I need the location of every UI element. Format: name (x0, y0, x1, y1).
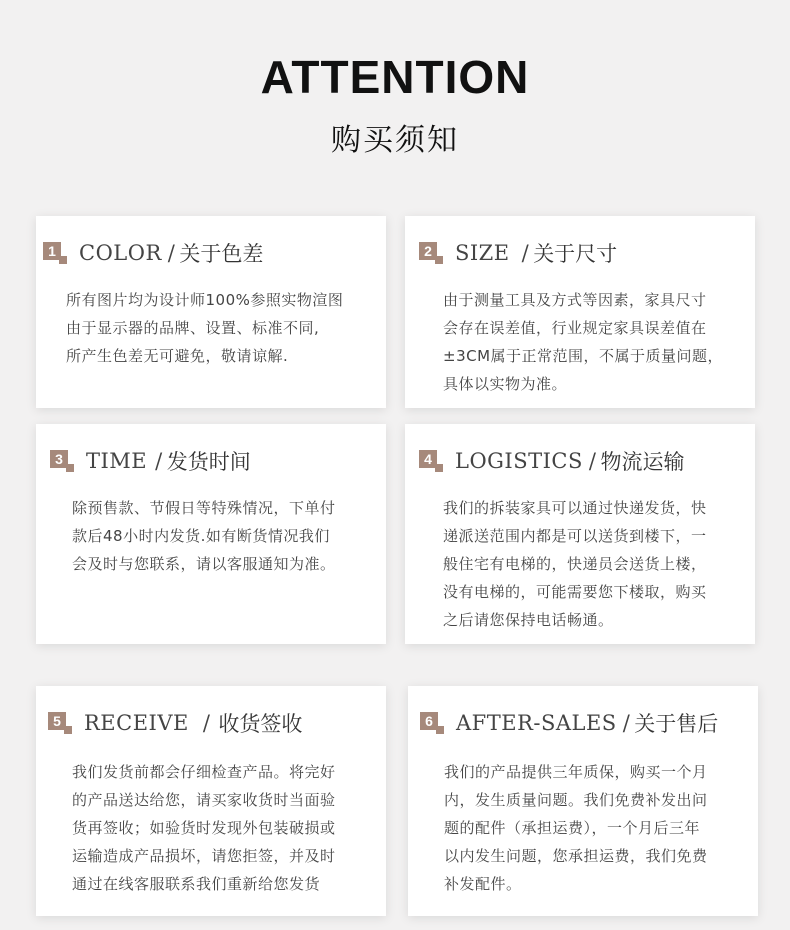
page-title: ATTENTION (260, 51, 530, 103)
card-title-en: LOGISTICS (455, 449, 583, 473)
card-body-line: 通过在线客服联系我们重新给您发货 (72, 875, 321, 893)
card-body-line: 以内发生问题，您承担运费，我们免费 (444, 847, 708, 865)
number-badge: 3 (50, 450, 72, 472)
card-title-separator: / (202, 711, 211, 735)
card-body (72, 758, 336, 898)
card-body-line: 具体以实物为准。 (443, 375, 568, 393)
card-heading (420, 708, 718, 738)
card-body-line: 般住宅有电梯的，快递员会送货上楼， (443, 555, 707, 573)
card-heading (50, 446, 251, 476)
info-card-logistics (405, 424, 755, 644)
card-title-separator: / (622, 711, 631, 735)
number-badge: 6 (420, 712, 442, 734)
card-title-en: AFTER-SALES (456, 711, 617, 735)
card-body-line: 由于测量工具及方式等因素，家具尺寸 (443, 291, 707, 309)
info-card-after-sales (408, 686, 758, 916)
number-badge: 4 (419, 450, 441, 472)
number-badge: 5 (48, 712, 70, 734)
card-body (443, 494, 707, 634)
card-body-line: 递派送范围内都是可以送货到楼下，一 (443, 527, 707, 545)
card-body (66, 286, 343, 370)
card-body-line: 所有图片均为设计师100%参照实物渲图 (66, 291, 344, 309)
card-body-line: 会及时与您联系，请以客服通知为准。 (72, 555, 336, 573)
card-title-separator: / (588, 449, 597, 473)
card-title-cn: 关于售后 (634, 712, 719, 736)
card-heading (43, 238, 263, 268)
number-badge: 2 (419, 242, 441, 264)
card-body-line: 除预售款、节假日等特殊情况，下单付 (72, 499, 336, 517)
card-heading (48, 708, 302, 738)
card-heading (419, 446, 684, 476)
info-card-size (405, 216, 755, 408)
card-title-cn: 关于色差 (179, 242, 264, 266)
card-body (443, 286, 723, 398)
number-badge: 1 (43, 242, 65, 264)
card-title-en: SIZE (455, 241, 510, 265)
card-body-line: 会存在误差值，行业规定家具误差值在 (443, 319, 707, 337)
card-title-cn: 物流运输 (600, 450, 685, 474)
card-body-line: 由于显示器的品牌、设置、标准不同, (66, 319, 320, 337)
card-body (72, 494, 336, 578)
card-body (444, 758, 708, 898)
card-title-cn: 关于尺寸 (533, 242, 618, 266)
card-title-separator: / (521, 241, 530, 265)
info-card-receive (36, 686, 386, 916)
card-body-line: ±3CM属于正常范围，不属于质量问题， (443, 347, 724, 365)
card-title-separator: / (167, 241, 176, 265)
page-subtitle: 购买须知 (331, 123, 459, 158)
card-title-en: TIME (86, 449, 148, 473)
card-body-line: 我们的产品提供三年质保，购买一个月 (444, 763, 708, 781)
card-body-line: 我们的拆装家具可以通过快递发货，快 (443, 499, 707, 517)
card-body-line: 所产生色差无可避免，敬请谅解. (66, 347, 289, 365)
card-title-en: COLOR (79, 241, 162, 265)
card-body-line: 之后请您保持电话畅通。 (443, 611, 614, 629)
info-card-time (36, 424, 386, 644)
card-body-line: 题的配件（承担运费），一个月后三年 (444, 819, 701, 837)
card-body-line: 内，发生质量问题。我们免费补发出问 (444, 791, 708, 809)
card-heading (419, 238, 617, 268)
info-card-color (36, 216, 386, 408)
card-body-line: 货再签收；如验货时发现外包装破损或 (72, 819, 336, 837)
card-title-en: RECEIVE (84, 711, 189, 735)
card-body-line: 我们发货前都会仔细检查产品。将完好 (72, 763, 336, 781)
card-body-line: 没有电梯的，可能需要您下楼取，购买 (443, 583, 707, 601)
card-body-line: 运输造成产品损坏，请您拒签，并及时 (72, 847, 336, 865)
card-body-line: 款后48小时内发货.如有断货情况我们 (72, 527, 330, 545)
card-body-line: 的产品送达给您，请买家收货时当面验 (72, 791, 336, 809)
card-title-cn: 发货时间 (166, 450, 251, 474)
card-title-cn: 收货签收 (218, 712, 303, 736)
card-body-line: 补发配件。 (444, 875, 522, 893)
card-title-separator: / (155, 449, 163, 473)
